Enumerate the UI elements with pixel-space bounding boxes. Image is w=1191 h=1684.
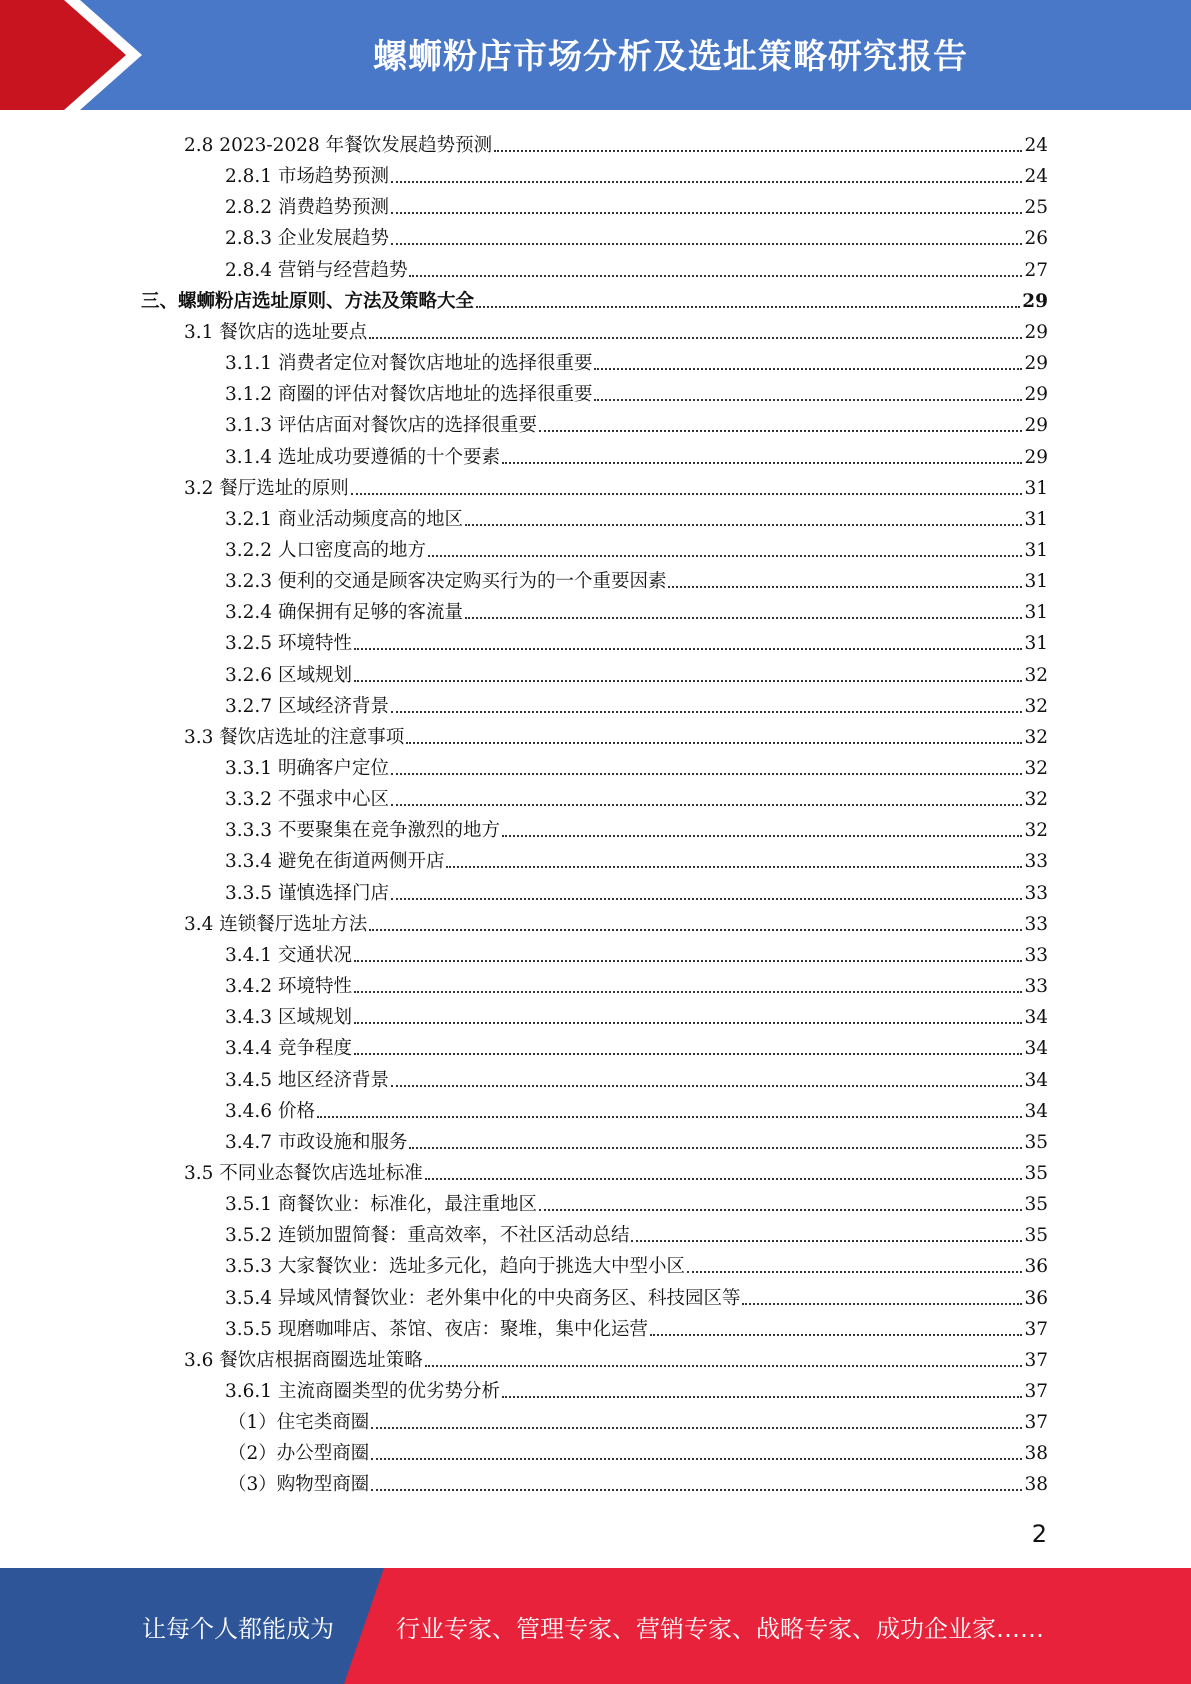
toc-leader-dots <box>354 960 1023 962</box>
toc-entry-label: 3.6.1 主流商圈类型的优劣势分析 <box>225 1381 500 1402</box>
toc-entry[interactable] <box>225 657 1048 688</box>
toc-entry-page: 38 <box>1024 1474 1048 1496</box>
toc-entry-label: 2.8 2023-2028 年餐饮发展趋势预测 <box>184 135 493 156</box>
toc-entry-page: 37 <box>1024 1318 1048 1340</box>
toc-entry-label: 3.2.5 环境特性 <box>225 633 352 655</box>
toc-entry-label: 3.6 餐饮店根据商圈选址策略 <box>184 1349 423 1371</box>
toc-entry-label: 3.2.4 确保拥有足够的客流量 <box>225 602 463 624</box>
toc-entry[interactable] <box>225 376 1048 407</box>
toc-leader-dots <box>650 1334 1022 1336</box>
footer-slogan-left: 让每个人都能成为 <box>142 1614 334 1643</box>
toc-entry[interactable] <box>225 843 1048 874</box>
toc-entry[interactable] <box>225 1093 1048 1124</box>
toc-entry-page: 33 <box>1024 882 1048 904</box>
toc-entry-label: 3.1.1 消费者定位对餐饮店地址的选择很重要 <box>225 353 593 375</box>
toc-leader-dots <box>354 680 1023 682</box>
toc-entry[interactable] <box>225 345 1048 376</box>
toc-leader-dots <box>476 306 1020 308</box>
toc-entry[interactable] <box>225 1217 1048 1248</box>
toc-entry[interactable] <box>225 439 1048 470</box>
toc-entry-page: 31 <box>1024 633 1048 655</box>
toc-entry-page: 32 <box>1024 664 1048 686</box>
toc-leader-dots <box>391 804 1022 806</box>
toc-leader-dots <box>391 1085 1022 1087</box>
toc-leader-dots <box>351 493 1023 495</box>
toc-entry[interactable] <box>225 1248 1048 1279</box>
toc-entry[interactable] <box>225 158 1048 189</box>
toc-leader-dots <box>631 1240 1022 1242</box>
toc-leader-dots <box>594 368 1022 370</box>
toc-leader-dots <box>371 1458 1022 1460</box>
toc-entry-label: 2.8.4 营销与经营趋势 <box>225 259 408 281</box>
toc-leader-dots <box>594 399 1022 401</box>
toc-entry[interactable] <box>184 906 1048 937</box>
toc-entry-page: 31 <box>1024 508 1048 530</box>
toc-entry[interactable] <box>225 501 1048 532</box>
toc-entry[interactable] <box>225 812 1048 843</box>
toc-leader-dots <box>391 711 1022 713</box>
toc-entry[interactable] <box>184 1155 1048 1186</box>
toc-entry[interactable] <box>228 1435 1048 1466</box>
toc-entry[interactable] <box>225 1373 1048 1404</box>
toc-leader-dots <box>668 586 1022 588</box>
toc-leader-dots <box>409 1147 1022 1149</box>
toc-entry-page: 29 <box>1024 415 1048 437</box>
toc-entry-page: 33 <box>1024 851 1048 873</box>
toc-leader-dots <box>742 1303 1022 1305</box>
toc-entry[interactable] <box>184 1342 1048 1373</box>
toc-leader-dots <box>539 1209 1022 1211</box>
toc-entry-label: 3.1 餐饮店的选址要点 <box>184 321 368 343</box>
report-header <box>0 0 1191 110</box>
toc-entry-page: 25 <box>1024 197 1048 219</box>
toc-entry-page: 37 <box>1024 1349 1048 1371</box>
toc-entry[interactable] <box>184 314 1048 345</box>
toc-entry[interactable] <box>141 283 1048 314</box>
toc-entry-page: 37 <box>1024 1381 1048 1402</box>
toc-entry[interactable] <box>225 750 1048 781</box>
toc-entry-label: 3.5.1 商餐饮业：标准化，最注重地区 <box>225 1194 537 1216</box>
toc-entry[interactable] <box>225 1280 1048 1311</box>
toc-leader-dots <box>371 1489 1022 1491</box>
toc-entry-label: 3.3.1 明确客户定位 <box>225 758 389 779</box>
toc-entry[interactable] <box>225 625 1048 656</box>
toc-entry-label: 3.2.2 人口密度高的地方 <box>225 539 426 561</box>
toc-entry-page: 36 <box>1024 1287 1048 1309</box>
toc-entry[interactable] <box>225 189 1048 220</box>
toc-entry-label: 2.8.3 企业发展趋势 <box>225 228 389 250</box>
toc-entry[interactable] <box>225 937 1048 968</box>
toc-leader-dots <box>369 929 1022 931</box>
toc-entry-label: 3.3 餐饮店选址的注意事项 <box>184 726 405 748</box>
toc-entry-label: 3.2.6 区域规划 <box>225 664 352 686</box>
toc-entry[interactable] <box>184 470 1048 501</box>
toc-entry-page: 33 <box>1024 944 1048 966</box>
toc-entry-label: 3.3.4 避免在街道两侧开店 <box>225 851 445 873</box>
toc-leader-dots <box>391 181 1022 183</box>
toc-leader-dots <box>409 275 1022 277</box>
toc-entry-page: 29 <box>1024 384 1048 406</box>
toc-entry-label: 3.4.2 环境特性 <box>225 976 352 998</box>
toc-leader-dots <box>354 1022 1023 1024</box>
toc-leader-dots <box>425 1178 1023 1180</box>
toc-leader-dots <box>354 648 1023 650</box>
toc-entry-page: 32 <box>1024 695 1048 717</box>
toc-leader-dots <box>446 866 1022 868</box>
toc-leader-dots <box>425 1365 1023 1367</box>
toc-entry-label: 3.4.5 地区经济背景 <box>225 1069 389 1091</box>
toc-entry[interactable] <box>225 1124 1048 1155</box>
toc-entry[interactable] <box>228 1404 1048 1435</box>
toc-leader-dots <box>428 555 1022 557</box>
toc-entry[interactable] <box>225 688 1048 719</box>
toc-entry-page: 24 <box>1024 166 1048 188</box>
report-title: 螺蛳粉店市场分析及选址策略研究报告 <box>373 36 968 77</box>
toc-entry-label: 3.5.2 连锁加盟简餐：重高效率，不社区活动总结 <box>225 1225 630 1247</box>
toc-entry-label: 3.4.4 竞争程度 <box>225 1038 352 1060</box>
toc-entry-page: 29 <box>1022 290 1048 312</box>
toc-entry[interactable] <box>225 875 1048 906</box>
toc-leader-dots <box>502 835 1022 837</box>
toc-entry[interactable] <box>225 563 1048 594</box>
report-footer <box>0 1568 1191 1684</box>
toc-entry[interactable] <box>225 1311 1048 1342</box>
toc-entry-page: 35 <box>1024 1131 1048 1153</box>
toc-entry-label: 3.2 餐厅选址的原则 <box>184 477 349 499</box>
toc-entry-label: 3.4.7 市政设施和服务 <box>225 1131 408 1153</box>
toc-entry-label: 3.4.1 交通状况 <box>225 944 352 966</box>
toc-entry-page: 32 <box>1024 820 1048 842</box>
toc-leader-dots <box>465 524 1022 526</box>
toc-entry-label: 3.2.3 便利的交通是顾客决定购买行为的一个重要因素 <box>225 571 667 593</box>
toc-entry[interactable] <box>225 999 1048 1030</box>
toc-leader-dots <box>354 1053 1023 1055</box>
toc-leader-dots <box>465 617 1022 619</box>
toc-entry-label: 3.2.1 商业活动频度高的地区 <box>225 508 463 530</box>
toc-entry-page: 31 <box>1024 477 1048 499</box>
toc-entry-page: 27 <box>1024 259 1048 281</box>
toc-entry-label: 3.2.7 区域经济背景 <box>225 695 389 717</box>
toc-entry[interactable] <box>225 532 1048 563</box>
toc-leader-dots <box>406 742 1022 744</box>
toc-entry-label: 3.4 连锁餐厅选址方法 <box>184 913 368 935</box>
toc-entry[interactable] <box>225 1062 1048 1093</box>
toc-entry-page: 29 <box>1024 446 1048 468</box>
toc-entry-label: 3.5.3 大家餐饮业：选址多元化，趋向于挑选大中型小区 <box>225 1256 685 1278</box>
toc-leader-dots <box>391 243 1022 245</box>
toc-entry-page: 34 <box>1024 1069 1048 1091</box>
toc-leader-dots <box>502 1396 1022 1398</box>
toc-entry-page: 35 <box>1024 1194 1048 1216</box>
toc-entry-label: 3.5 不同业态餐饮店选址标准 <box>184 1162 423 1184</box>
toc-entry[interactable] <box>225 252 1048 283</box>
toc-entry-label: 3.3.3 不要聚集在竞争激烈的地方 <box>225 820 500 842</box>
toc-entry[interactable] <box>184 127 1048 158</box>
toc-leader-dots <box>391 898 1022 900</box>
toc-entry-page: 35 <box>1024 1162 1048 1184</box>
toc-entry-page: 33 <box>1024 976 1048 998</box>
toc-leader-dots <box>354 991 1023 993</box>
toc-entry[interactable] <box>225 781 1048 812</box>
toc-entry-page: 34 <box>1024 1100 1048 1122</box>
toc-entry-page: 31 <box>1024 571 1048 593</box>
toc-entry-page: 32 <box>1024 726 1048 748</box>
toc-leader-dots <box>391 212 1022 214</box>
toc-leader-dots <box>502 462 1022 464</box>
toc-entry-label: 2.8.1 市场趋势预测 <box>225 166 389 188</box>
toc-entry-page: 34 <box>1024 1007 1048 1029</box>
toc-entry-page: 33 <box>1024 913 1048 935</box>
toc-entry-page: 34 <box>1024 1038 1048 1060</box>
toc-entry-page: 26 <box>1024 228 1048 250</box>
toc-entry-label: 3.3.5 谨慎选择门店 <box>225 882 389 904</box>
toc-entry-label: 3.5.4 异域风情餐饮业：老外集中化的中央商务区、科技园区等 <box>225 1287 741 1309</box>
toc-entry-label: 3.3.2 不强求中心区 <box>225 789 389 811</box>
toc-entry-page: 35 <box>1024 1225 1048 1247</box>
toc-entry-label: 3.4.3 区域规划 <box>225 1007 352 1029</box>
toc-leader-dots <box>687 1271 1022 1273</box>
toc-entry-label: （2）办公型商圈 <box>228 1443 370 1465</box>
toc-entry[interactable] <box>225 594 1048 625</box>
toc-entry-label: 3.1.4 选址成功要遵循的十个要素 <box>225 446 500 468</box>
toc-entry-page: 31 <box>1024 539 1048 561</box>
toc-entry-page: 38 <box>1024 1443 1048 1465</box>
toc-entry-label: 3.4.6 价格 <box>225 1100 315 1122</box>
toc-leader-dots <box>317 1116 1023 1118</box>
toc-leader-dots <box>371 1427 1022 1429</box>
toc-entry-page: 32 <box>1024 758 1048 779</box>
toc-leader-dots <box>391 773 1022 775</box>
toc-entry-label: （1）住宅类商圈 <box>228 1412 370 1434</box>
toc-entry-page: 36 <box>1024 1256 1048 1278</box>
toc-entry-page: 31 <box>1024 602 1048 624</box>
toc-entry-label: （3）购物型商圈 <box>228 1474 370 1496</box>
toc-entry-label: 3.1.2 商圈的评估对餐饮店地址的选择很重要 <box>225 384 593 406</box>
toc-entry-page: 37 <box>1024 1412 1048 1434</box>
toc-entry-label: 三、螺蛳粉店选址原则、方法及策略大全 <box>141 290 475 312</box>
toc-entry[interactable] <box>225 407 1048 438</box>
toc-entry[interactable] <box>184 719 1048 750</box>
toc-entry-page: 29 <box>1024 321 1048 343</box>
toc-entry[interactable] <box>225 220 1048 251</box>
toc-entry[interactable] <box>228 1466 1048 1497</box>
toc-entry[interactable] <box>225 1030 1048 1061</box>
toc-entry-page: 24 <box>1024 135 1048 156</box>
footer-slogan-right: 行业专家、管理专家、营销专家、战略专家、成功企业家…… <box>396 1614 1044 1643</box>
toc-leader-dots <box>369 337 1022 339</box>
toc-leader-dots <box>539 430 1022 432</box>
toc-entry-page: 29 <box>1024 353 1048 375</box>
toc-leader-dots <box>494 150 1022 152</box>
toc-entry-label: 2.8.2 消费趋势预测 <box>225 197 389 219</box>
toc-entry-label: 3.5.5 现磨咖啡店、茶馆、夜店：聚堆，集中化运营 <box>225 1318 648 1340</box>
toc-entry-page: 32 <box>1024 789 1048 811</box>
toc-entry-label: 3.1.3 评估店面对餐饮店的选择很重要 <box>225 415 537 437</box>
toc-entry[interactable] <box>225 968 1048 999</box>
page-number: 2 <box>1031 1520 1047 1548</box>
toc-entry[interactable] <box>225 1186 1048 1217</box>
